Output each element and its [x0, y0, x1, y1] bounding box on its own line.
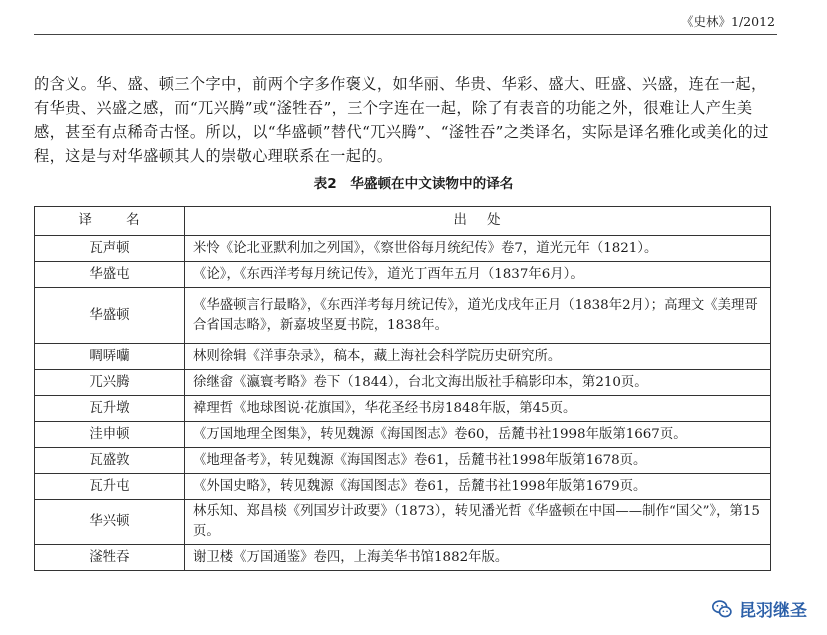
source-cell: 褘理哲《地球图说·花旗国》，华花圣经书房1848年版，第45页。	[185, 396, 771, 422]
table-header-row	[35, 207, 771, 236]
body-paragraph: 的含义。华、盛、顿三个字中，前两个字多作褒义，如华丽、华贵、华彩、盛大、旺盛、兴盛，连在一起，有华贵、兴盛之感，而“兀兴腾”或“滏牲吞”，三个字连在一起，除了有表音的功能之外，很难让人产生美感，甚至有点稀奇古怪。所以，以“华盛顿”替代“兀兴腾”、“滏牲吞”之类译名，实际是译名雅化或美化的过程，这是与对华盛顿其人的崇敬心理联系在一起的。	[34, 75, 769, 165]
source-cell: 《地理备考》，转见魏源《海国图志》卷61，岳麓书社1998年版第1678页。	[185, 448, 771, 474]
source-cell: 《万国地理全图集》，转见魏源《海国图志》卷60，岳麓书社1998年版第1667页。	[185, 422, 771, 448]
source-cell: 徐继畲《瀛寰考略》卷下（1844），台北文海出版社手稿影印本，第210页。	[185, 370, 771, 396]
translated-name-cell: 瓦升屯	[35, 474, 185, 500]
source-cell: 米怜《论北亚默利加之列国》，《察世俗每月统纪传》卷7，道光元年（1821）。	[185, 236, 771, 262]
translated-name-cell: 华盛屯	[35, 262, 185, 288]
translated-name-cell: 滏牲吞	[35, 545, 185, 571]
translated-name-cell: 啁哢囒	[35, 344, 185, 370]
translated-name-cell: 瓦升墩	[35, 396, 185, 422]
table-row	[35, 396, 771, 422]
table-row	[35, 288, 771, 344]
table-row	[35, 344, 771, 370]
column-header-name: 译 名	[35, 207, 185, 236]
translated-name-cell: 华兴顿	[35, 500, 185, 545]
translation-table	[34, 206, 771, 571]
translated-name-cell: 瓦声顿	[35, 236, 185, 262]
table-row	[35, 545, 771, 571]
table-caption: 表2 华盛顿在中文读物中的译名	[313, 176, 514, 192]
watermark	[711, 596, 807, 621]
table-row	[35, 262, 771, 288]
translated-name-cell: 洼申顿	[35, 422, 185, 448]
column-header-source: 出 处	[185, 207, 771, 236]
journal-header: 《史林》1/2012	[681, 14, 775, 29]
translated-name-cell: 兀兴腾	[35, 370, 185, 396]
table-row	[35, 370, 771, 396]
table-row	[35, 500, 771, 545]
source-cell: 《外国史略》，转见魏源《海国图志》卷61，岳麓书社1998年版第1679页。	[185, 474, 771, 500]
wechat-icon	[711, 598, 733, 620]
watermark-text: 昆羽继圣	[739, 601, 807, 621]
source-cell: 《论》，《东西洋考每月统记传》，道光丁酉年五月（1837年6月）。	[185, 262, 771, 288]
translated-name-cell: 瓦盛敦	[35, 448, 185, 474]
table-row	[35, 236, 771, 262]
source-cell: 谢卫楼《万国通鉴》卷四，上海美华书馆1882年版。	[185, 545, 771, 571]
source-cell: 《华盛顿言行最略》，《东西洋考每月统记传》，道光戊戌年正月（1838年2月）；高理文《美理哥合省国志略》，新嘉坡坚夏书院，1838年。	[185, 288, 771, 344]
source-cell: 林乐知、郑昌棪《列国岁计政要》（1873），转见潘光哲《华盛顿在中国——制作“国父”》，第15页。	[185, 500, 771, 545]
table-row	[35, 474, 771, 500]
source-cell: 林则徐辑《洋事杂录》，稿本，藏上海社会科学院历史研究所。	[185, 344, 771, 370]
table-row	[35, 422, 771, 448]
translated-name-cell: 华盛顿	[35, 288, 185, 344]
header-rule	[34, 34, 777, 35]
table-row	[35, 448, 771, 474]
